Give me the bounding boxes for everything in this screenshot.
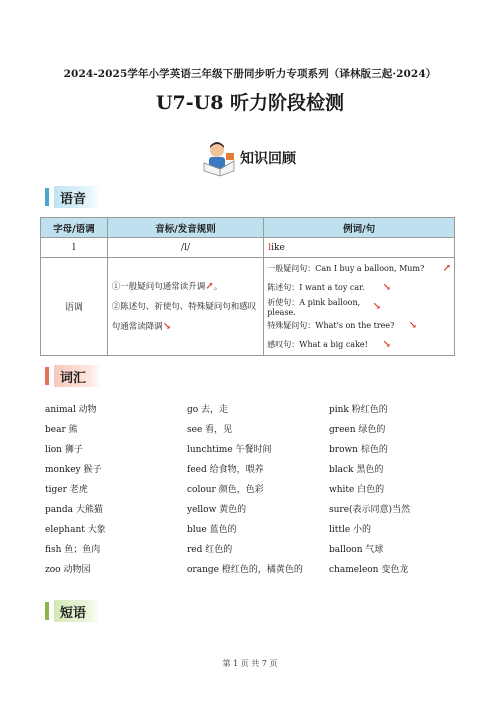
highlight-letter: l: [268, 242, 272, 253]
table-row: [41, 238, 455, 258]
page-number: 第 1 页 共 7 页: [222, 659, 278, 668]
example-word-rest: ike: [271, 242, 285, 253]
section-phrases-label: 短语: [54, 600, 100, 622]
falling-arrow-icon: ↘: [382, 339, 391, 350]
col-header-example: 例词/句: [264, 218, 455, 238]
falling-arrow-icon: ↘: [382, 282, 391, 293]
section-vocabulary: [45, 365, 111, 387]
vocabulary-list: [45, 398, 465, 578]
col-header-letter: 字母/语调: [41, 218, 108, 238]
falling-arrow-icon: ↘: [162, 320, 172, 332]
rising-arrow-icon: ↗: [442, 263, 451, 274]
letter-cell: l: [41, 238, 108, 258]
intonation-examples: [264, 258, 455, 356]
example-sentence: 一般疑问句：Can I buy a balloon, Mum? ↗: [267, 263, 451, 274]
intonation-rules: [107, 258, 263, 356]
list-item: monkey 猴子 feed 给食物，喂养 black 黑色的: [45, 464, 384, 475]
section-vocabulary-label: 词汇: [54, 365, 100, 387]
rule-rising: ①一般疑问句通常读升调↗。: [111, 280, 223, 292]
knowledge-review-title: 知识回顾: [240, 151, 296, 167]
list-item: fish 鱼；鱼肉 red 红色的 balloon 气球: [45, 544, 384, 555]
example-word-cell: [264, 238, 455, 258]
list-item: bear 熊 see 看，见 green 绿色的: [45, 424, 386, 435]
intonation-label: 语调: [41, 258, 108, 356]
reading-student-icon: [200, 139, 238, 177]
section-marker: [45, 367, 49, 385]
section-marker: [45, 188, 49, 206]
rule-falling: ②陈述句、祈使句、特殊疑问句和感叹句通常读降调↘: [111, 301, 257, 332]
page-title: U7-U8 听力阶段检测: [155, 92, 345, 114]
example-sentence: 陈述句：I want a toy car. ↘: [267, 282, 391, 293]
section-phonics-label: 语音: [54, 186, 100, 208]
falling-arrow-icon: ↘: [372, 301, 381, 312]
example-sentence: 祈使句：A pink balloon, please. ↘: [267, 297, 381, 317]
list-item: elephant 大象 blue 蓝色的 little 小的: [45, 524, 372, 535]
example-sentence: 特殊疑问句：What's on the tree? ↘: [267, 320, 417, 331]
list-item: zoo 动物园 orange 橙红色的，橘黄色的 chameleon 变色龙: [45, 564, 409, 575]
section-marker: [45, 602, 49, 620]
rising-arrow-icon: ↗: [205, 280, 214, 292]
phonics-table: [40, 217, 455, 356]
col-header-phonetic: 音标/发音规则: [107, 218, 263, 238]
series-title: 2024-2025学年小学英语三年级下册同步听力专项系列（译林版三起·2024）: [63, 68, 437, 80]
list-item: tiger 老虎 colour 颜色，色彩 white 白色的: [45, 484, 385, 495]
example-sentence: 感叹句：What a big cake! ↘: [267, 339, 391, 350]
falling-arrow-icon: ↘: [408, 320, 417, 331]
knowledge-review-heading: [200, 138, 296, 178]
table-row: [41, 258, 455, 356]
phonetic-cell: /l/: [107, 238, 263, 258]
section-phrases: [45, 600, 111, 622]
list-item: panda 大熊猫 yellow 黄色的 sure(表示同意)当然: [45, 504, 411, 515]
section-phonics: [45, 186, 111, 208]
list-item: animal 动物 go 去，走 pink 粉红色的: [45, 404, 388, 415]
list-item: lion 狮子 lunchtime 午餐时间 brown 棕色的: [45, 444, 388, 455]
